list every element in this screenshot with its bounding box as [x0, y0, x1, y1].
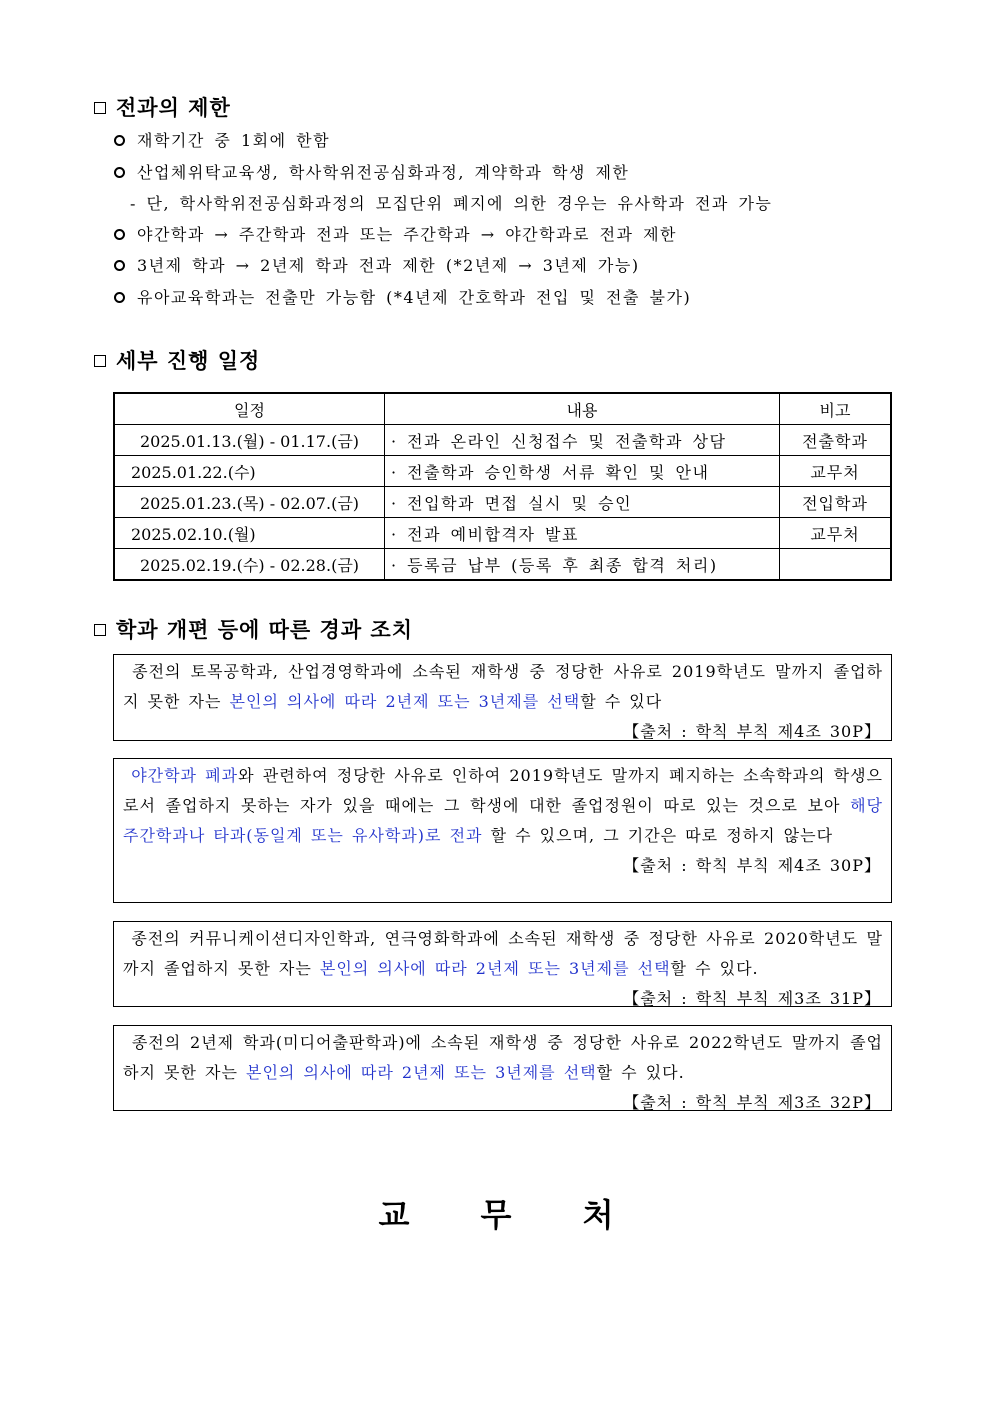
source-citation: 【출처 : 학칙 부칙 제4조 30P】 [623, 722, 881, 741]
cell-content: · 전입학과 면접 실시 및 승인 [385, 487, 780, 518]
cell-date: 2025.01.23.(목) - 02.07.(금) [114, 487, 385, 518]
text-span: 와 관련하여 정당한 사유로 인하여 2019학년도 말까지 폐지하는 소속학과의 학생으로서 졸업하지 못하는 자가 있을 때에는 그 학생에 대한 졸업정원이 따로 있는 것으로 보아 [123, 766, 883, 815]
text-span: 할 수 있다. [670, 959, 759, 978]
cell-note [780, 549, 892, 581]
highlight-text: 야간학과 폐과 [131, 766, 239, 785]
measure-box-1 [113, 654, 892, 741]
highlight-text: 본인의 의사에 따라 2년제 또는 3년제를 선택 [229, 692, 581, 711]
highlight-text: 본인의 의사에 따라 2년제 또는 3년제를 선택 [246, 1063, 597, 1082]
section-title-text: 학과 개편 등에 따른 경과 조치 [116, 618, 413, 642]
section-title-text: 세부 진행 일정 [116, 349, 261, 373]
highlight-text: 본인의 의사에 따라 2년제 또는 3년제를 선택 [319, 959, 671, 978]
source-citation: 【출처 : 학칙 부칙 제3조 32P】 [623, 1093, 881, 1112]
measure-box-4 [113, 1025, 892, 1111]
text-span: 종전의 2년제 학과(미디어출판학과)에 소속된 재학생 중 정당한 사유로 2022학년도 말까지 졸업하지 못한 자는 [123, 1033, 883, 1082]
cell-note: 전출학과 [780, 425, 892, 456]
table-row [114, 456, 891, 487]
restriction-item [114, 160, 629, 183]
text-span: 할 수 있다 [580, 692, 663, 711]
measure-text [123, 761, 883, 851]
table-row [114, 518, 891, 549]
measure-text [123, 657, 883, 717]
header-content: 내용 [385, 393, 780, 425]
section-title-transfer-restrictions [94, 92, 231, 122]
cell-content: · 등록금 납부 (등록 후 최종 합격 처리) [385, 549, 780, 581]
cell-date: 2025.02.19.(수) - 02.28.(금) [114, 549, 385, 581]
section-title-transition-measures [94, 614, 413, 644]
text-span: 할 수 있으며, 그 기간은 따로 정하지 않는다 [482, 826, 834, 845]
measure-text [123, 1028, 883, 1088]
circle-bullet-icon [114, 229, 125, 240]
restriction-item [114, 128, 330, 151]
restriction-text: 유아교육학과는 전출만 가능함 (*4년제 간호학과 전입 및 전출 불가) [137, 288, 692, 307]
restriction-text: 3년제 학과 → 2년제 학과 전과 제한 (*2년제 → 3년제 가능) [137, 256, 640, 275]
cell-date: 2025.02.10.(월) [114, 518, 385, 549]
measure-text [123, 924, 883, 984]
header-note: 비고 [780, 393, 892, 425]
restriction-item [114, 285, 691, 308]
circle-bullet-icon [114, 260, 125, 271]
measure-box-3 [113, 921, 892, 1007]
source-citation: 【출처 : 학칙 부칙 제3조 31P】 [623, 989, 881, 1008]
checkbox-square-icon [94, 624, 106, 636]
restriction-subitem: - 단, 학사학위전공심화과정의 모집단위 폐지에 의한 경우는 유사학과 전과 가능 [130, 194, 773, 213]
measure-box-2 [113, 758, 892, 903]
schedule-table [113, 392, 892, 581]
header-date: 일정 [114, 393, 385, 425]
cell-content: · 전출학과 승인학생 서류 확인 및 안내 [385, 456, 780, 487]
restriction-item [114, 253, 640, 276]
restriction-text: 산업체위탁교육생, 학사학위전공심화과정, 계약학과 학생 제한 [137, 163, 630, 182]
checkbox-square-icon [94, 355, 106, 367]
section-title-schedule [94, 345, 260, 375]
table-row [114, 549, 891, 581]
text-span: 할 수 있다. [596, 1063, 685, 1082]
cell-note: 교무처 [780, 456, 892, 487]
cell-date: 2025.01.22.(수) [114, 456, 385, 487]
text-span: 종전의 토목공학과, 산업경영학과에 소속된 재학생 중 정당한 사유로 2019학년도 말까지 졸업하지 못한 자는 [123, 662, 883, 711]
cell-note: 전입학과 [780, 487, 892, 518]
cell-note: 교무처 [780, 518, 892, 549]
text-span: 종전의 커뮤니케이션디자인학과, 연극영화학과에 소속된 재학생 중 정당한 사유로 2020학년도 말까지 졸업하지 못한 자는 [123, 929, 883, 978]
table-header-row [114, 393, 891, 425]
restriction-text: 재학기간 중 1회에 한함 [137, 131, 331, 150]
table-row [114, 487, 891, 518]
restriction-text: 야간학과 → 주간학과 전과 또는 주간학과 → 야간학과로 전과 제한 [137, 225, 677, 244]
restriction-item [114, 222, 677, 245]
table-row [114, 425, 891, 456]
cell-content: · 전과 온라인 신청접수 및 전출학과 상담 [385, 425, 780, 456]
section-title-text: 전과의 제한 [116, 96, 231, 120]
department-footer: 교 무 처 [378, 1196, 644, 1234]
cell-date: 2025.01.13.(월) - 01.17.(금) [114, 425, 385, 456]
source-citation: 【출처 : 학칙 부칙 제4조 30P】 [623, 856, 881, 875]
highlight-text: 해당 주간학과나 타과(동일계 또는 유사학과)로 전과 [123, 796, 883, 845]
circle-bullet-icon [114, 135, 125, 146]
cell-content: · 전과 예비합격자 발표 [385, 518, 780, 549]
circle-bullet-icon [114, 292, 125, 303]
circle-bullet-icon [114, 167, 125, 178]
checkbox-square-icon [94, 102, 106, 114]
